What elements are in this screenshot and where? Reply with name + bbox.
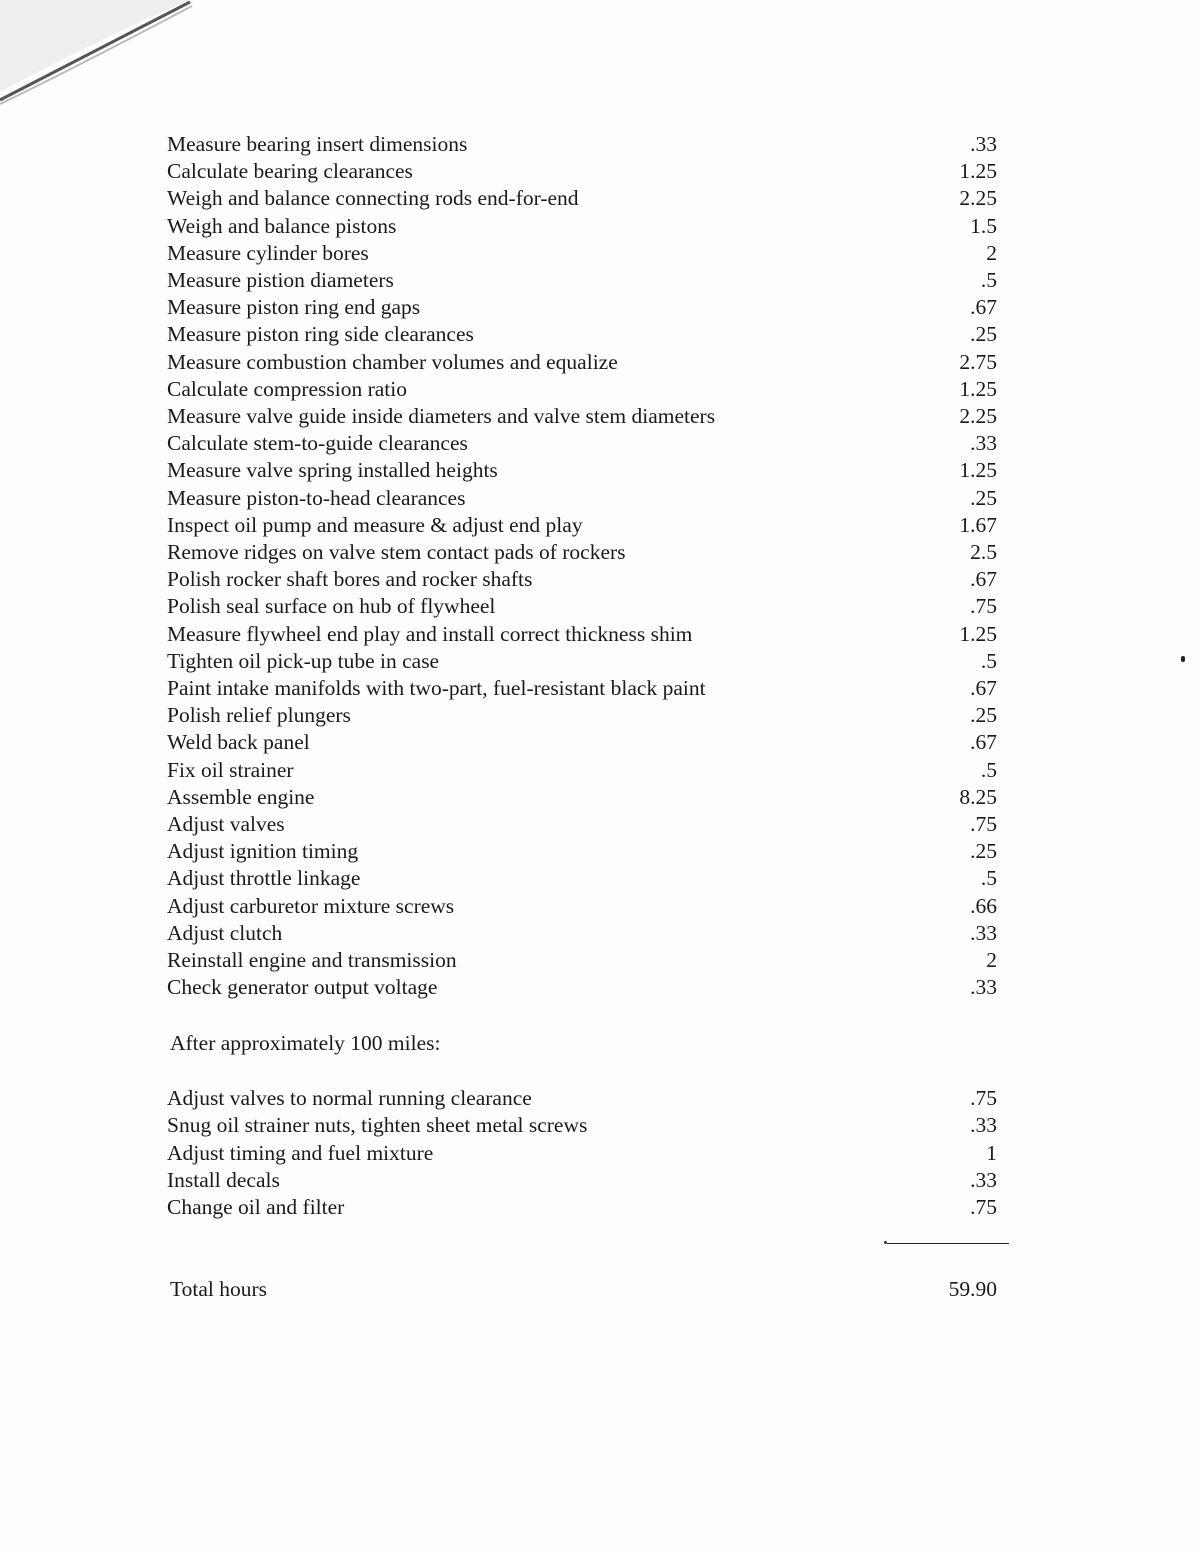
task-hours: .75 — [970, 812, 997, 836]
task-row — [0, 1085, 1200, 1112]
task-row — [0, 376, 1200, 403]
task-hours: 2.5 — [970, 540, 997, 564]
task-row — [0, 131, 1200, 158]
task-row — [0, 457, 1200, 484]
task-label: Adjust ignition timing — [167, 839, 359, 864]
task-hours: .25 — [970, 839, 997, 864]
task-row — [0, 213, 1200, 240]
task-row — [0, 729, 1200, 756]
task-hours: .67 — [970, 295, 997, 320]
task-row — [0, 1140, 1200, 1167]
task-row — [0, 838, 1200, 865]
task-hours: 2.75 — [959, 349, 997, 374]
task-row — [0, 512, 1200, 539]
task-label: Polish rocker shaft bores and rocker shafts — [167, 567, 533, 592]
task-label: Weigh and balance pistons — [167, 213, 397, 238]
task-row — [0, 321, 1200, 348]
task-hours: 2 — [986, 948, 997, 972]
task-row — [0, 349, 1200, 376]
task-label: Polish seal surface on hub of flywheel — [167, 594, 496, 619]
task-hours: .5 — [980, 268, 997, 292]
scan-speck — [1181, 656, 1185, 662]
task-hours: 1.67 — [959, 512, 997, 537]
task-label: Measure flywheel end play and install correct thickness shim — [167, 621, 693, 646]
task-label: Measure piston ring end gaps — [167, 295, 421, 320]
task-label: Calculate stem-to-guide clearances — [167, 431, 468, 456]
task-row — [0, 1112, 1200, 1139]
task-label: Weld back panel — [167, 730, 310, 755]
task-hours: 1.5 — [970, 213, 997, 238]
task-hours: .5 — [980, 757, 997, 782]
task-hours: .67 — [970, 567, 997, 592]
task-label: Adjust throttle linkage — [167, 866, 361, 891]
task-row — [0, 621, 1200, 648]
task-label: Measure pistion diameters — [167, 268, 394, 292]
task-hours: .33 — [970, 1167, 997, 1192]
task-hours: .33 — [970, 1113, 997, 1138]
task-row — [0, 485, 1200, 512]
task-label: Measure bearing insert dimensions — [167, 132, 468, 156]
task-hours: .25 — [970, 322, 997, 347]
after-100-miles-heading: After approximately 100 miles: — [170, 1031, 441, 1055]
task-label: Measure combustion chamber volumes and equalize — [167, 349, 618, 374]
task-label: Paint intake manifolds with two-part, fuel-resistant black paint — [167, 676, 706, 700]
task-label: Assemble engine — [167, 784, 315, 809]
task-hours: .67 — [970, 730, 997, 755]
task-hours: .5 — [980, 648, 997, 673]
task-label: Adjust valves — [167, 812, 285, 836]
task-label: Inspect oil pump and measure & adjust end play — [167, 512, 583, 537]
task-row — [0, 1167, 1200, 1194]
task-label: Adjust timing and fuel mixture — [167, 1140, 434, 1165]
task-hours: 1 — [986, 1140, 997, 1165]
task-row — [0, 593, 1200, 620]
total-hours-value: 59.90 — [948, 1277, 997, 1301]
task-label: Change oil and filter — [167, 1195, 345, 1220]
task-hours: .33 — [970, 431, 997, 456]
task-hours: 2.25 — [959, 186, 997, 211]
task-hours: .66 — [970, 893, 997, 918]
task-hours: .75 — [970, 1086, 997, 1110]
task-label: Polish relief plungers — [167, 703, 351, 728]
task-hours: 8.25 — [959, 784, 997, 809]
task-row — [0, 974, 1200, 1001]
task-hours: 1.25 — [959, 621, 997, 646]
task-hours: .33 — [970, 920, 997, 945]
task-row — [0, 1194, 1200, 1221]
task-row — [0, 702, 1200, 729]
task-label: Fix oil strainer — [167, 757, 294, 782]
task-label: Reinstall engine and transmission — [167, 948, 457, 972]
task-hours: .33 — [970, 132, 997, 156]
task-row — [0, 403, 1200, 430]
task-hours: .5 — [980, 866, 997, 891]
task-row — [0, 865, 1200, 892]
task-hours: 2 — [986, 240, 997, 265]
task-row — [0, 757, 1200, 784]
task-label: Adjust clutch — [167, 920, 283, 945]
task-label: Weigh and balance connecting rods end-for-end — [167, 186, 579, 211]
task-hours: .67 — [970, 676, 997, 700]
task-row — [0, 811, 1200, 838]
total-rule — [887, 1243, 1009, 1244]
task-hours: 1.25 — [959, 376, 997, 401]
task-label: Install decals — [167, 1167, 280, 1192]
task-row — [0, 430, 1200, 457]
task-hours: .75 — [970, 594, 997, 619]
task-hours: .33 — [970, 975, 997, 1000]
task-row — [0, 267, 1200, 294]
task-row — [0, 784, 1200, 811]
task-row — [0, 893, 1200, 920]
task-row — [0, 566, 1200, 593]
task-row — [0, 240, 1200, 267]
task-label: Snug oil strainer nuts, tighten sheet metal screws — [167, 1113, 588, 1138]
task-row — [0, 294, 1200, 321]
task-label: Measure piston ring side clearances — [167, 322, 474, 347]
task-hours: 2.25 — [959, 404, 997, 428]
total-hours-label: Total hours — [170, 1277, 268, 1301]
task-label: Remove ridges on valve stem contact pads of rockers — [167, 540, 626, 564]
task-hours: 1.25 — [959, 159, 997, 184]
task-row — [0, 675, 1200, 702]
task-label: Check generator output voltage — [167, 975, 438, 1000]
task-label: Calculate bearing clearances — [167, 159, 413, 184]
task-row — [0, 648, 1200, 675]
task-label: Measure piston-to-head clearances — [167, 485, 466, 510]
task-label: Measure valve guide inside diameters and valve stem diameters — [167, 404, 716, 428]
task-hours: .25 — [970, 485, 997, 510]
task-row — [0, 185, 1200, 212]
task-label: Adjust carburetor mixture screws — [167, 893, 455, 918]
task-row — [0, 947, 1200, 974]
task-label: Calculate compression ratio — [167, 376, 408, 401]
task-label: Measure valve spring installed heights — [167, 458, 498, 483]
task-hours: .25 — [970, 703, 997, 728]
task-row — [0, 158, 1200, 185]
task-row — [0, 920, 1200, 947]
task-label: Adjust valves to normal running clearance — [167, 1086, 532, 1110]
task-label: Tighten oil pick-up tube in case — [167, 648, 440, 673]
task-label: Measure cylinder bores — [167, 240, 369, 265]
task-row — [0, 539, 1200, 566]
task-hours: 1.25 — [959, 458, 997, 483]
task-hours: .75 — [970, 1195, 997, 1220]
